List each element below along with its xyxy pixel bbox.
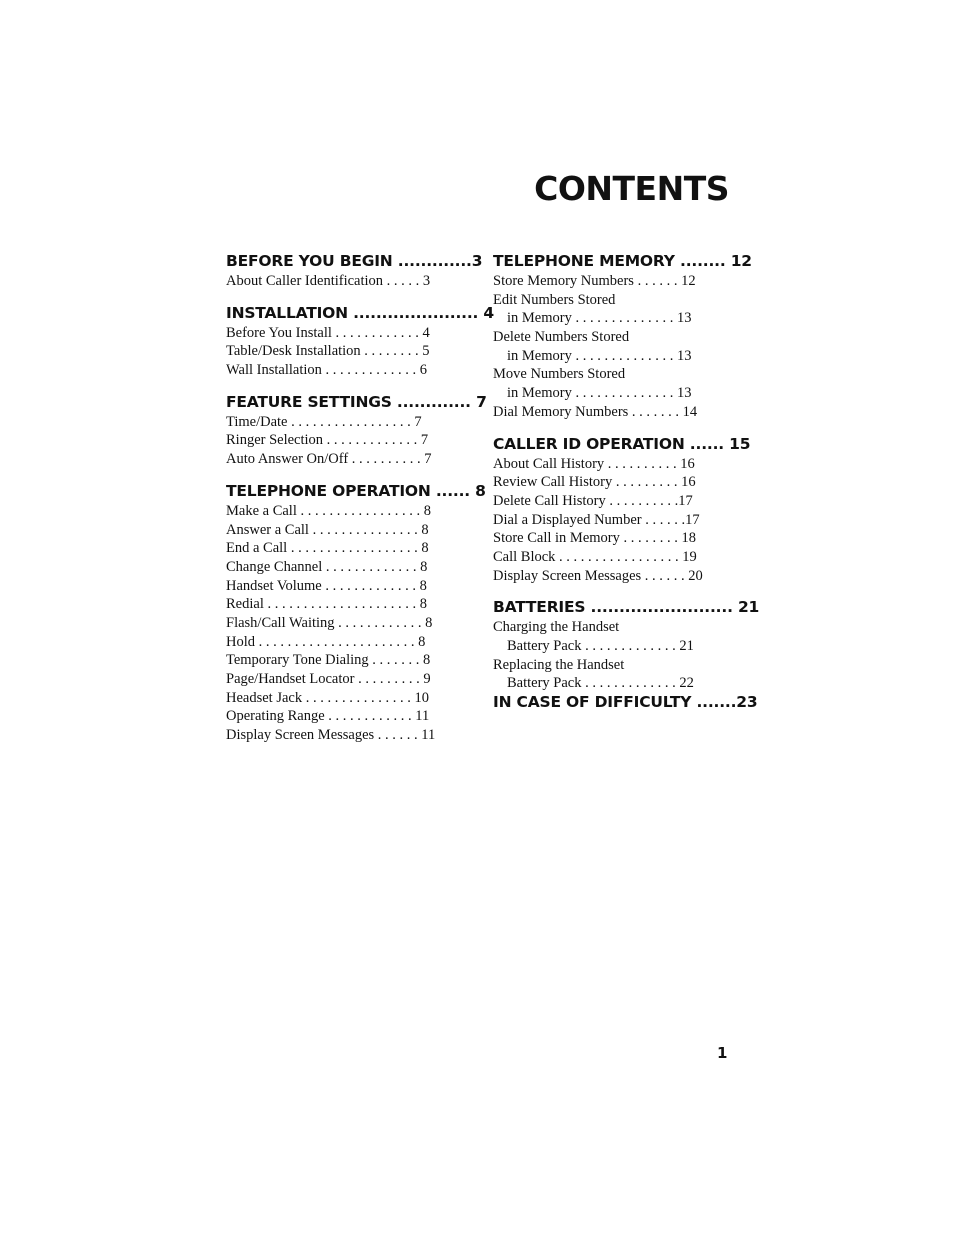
page-number: 1	[717, 1044, 728, 1062]
toc-entry[interactable]: Display Screen Messages . . . . . . 11	[226, 727, 436, 744]
toc-section-heading[interactable]: IN CASE OF DIFFICULTY .......23	[493, 693, 758, 712]
toc-entry[interactable]: Review Call History . . . . . . . . . 16	[493, 474, 696, 491]
toc-entry[interactable]: Operating Range . . . . . . . . . . . . 11	[226, 708, 430, 725]
toc-entry[interactable]: Temporary Tone Dialing . . . . . . . 8	[226, 652, 431, 669]
toc-entry-continuation[interactable]: Battery Pack . . . . . . . . . . . . . 22	[507, 675, 694, 692]
toc-entry[interactable]: Page/Handset Locator . . . . . . . . . 9	[226, 671, 431, 687]
toc-section	[226, 392, 487, 469]
toc-entry[interactable]: Delete Numbers Stored	[493, 329, 630, 346]
toc-entry-continuation[interactable]: Battery Pack . . . . . . . . . . . . . 21	[507, 638, 694, 654]
toc-entry[interactable]: Display Screen Messages . . . . . . 20	[493, 567, 703, 584]
toc-entries	[493, 455, 731, 586]
toc-section-heading[interactable]: TELEPHONE MEMORY ........ 12	[493, 252, 752, 270]
toc-section	[493, 693, 758, 712]
toc-entries	[226, 324, 464, 380]
toc-entry[interactable]: Headset Jack . . . . . . . . . . . . . . . 10	[226, 689, 429, 706]
toc-column-left	[226, 252, 495, 745]
toc-entry[interactable]: Answer a Call . . . . . . . . . . . . . . . 8	[226, 521, 429, 538]
toc-entry[interactable]: Call Block . . . . . . . . . . . . . . . . . 19	[493, 548, 697, 565]
toc-entry[interactable]: Wall Installation . . . . . . . . . . . . . 6	[226, 362, 428, 379]
toc-entry[interactable]: Hold . . . . . . . . . . . . . . . . . . . . . . 8	[226, 633, 426, 650]
toc-entry[interactable]: Time/Date . . . . . . . . . . . . . . . . . 7	[226, 413, 422, 430]
toc-entry[interactable]: Charging the Handset	[493, 619, 620, 636]
toc-entry[interactable]: Delete Call History . . . . . . . . . .17	[493, 492, 693, 509]
toc-entry[interactable]: Store Memory Numbers . . . . . . 12	[493, 273, 696, 289]
toc-section-heading[interactable]: TELEPHONE OPERATION ...... 8	[226, 481, 486, 500]
toc-section	[226, 303, 495, 380]
toc-section-heading[interactable]: BATTERIES ......................... 21	[493, 598, 760, 617]
toc-entry[interactable]: Move Numbers Stored	[493, 366, 626, 383]
toc-entry[interactable]: Auto Answer On/Off . . . . . . . . . . 7	[226, 451, 432, 468]
toc-entry[interactable]: Edit Numbers Stored	[493, 291, 616, 308]
toc-entry[interactable]: Change Channel . . . . . . . . . . . . . 8	[226, 558, 428, 575]
page-title: CONTENTS	[534, 169, 729, 208]
toc-entry[interactable]: Table/Desk Installation . . . . . . . . 5	[226, 343, 430, 360]
toc-entry[interactable]: End a Call . . . . . . . . . . . . . . . . . . 8	[226, 540, 429, 557]
toc-entry-continuation[interactable]: in Memory . . . . . . . . . . . . . . 13	[507, 385, 692, 402]
toc-section	[226, 481, 486, 745]
toc-entry[interactable]: Dial Memory Numbers . . . . . . . 14	[493, 403, 698, 420]
toc-entry[interactable]: Ringer Selection . . . . . . . . . . . . . 7	[226, 432, 429, 449]
toc-entries	[226, 502, 464, 745]
toc-entry[interactable]: Flash/Call Waiting . . . . . . . . . . . . 8	[226, 614, 433, 631]
toc-entry[interactable]: Before You Install . . . . . . . . . . . . 4	[226, 324, 430, 341]
toc-entry[interactable]: Handset Volume . . . . . . . . . . . . . 8	[226, 577, 427, 594]
toc-entry[interactable]: About Caller Identification . . . . . 3	[226, 273, 431, 289]
toc-section-heading[interactable]: INSTALLATION ...................... 4	[226, 303, 495, 322]
toc-section-heading[interactable]: CALLER ID OPERATION ...... 15	[493, 434, 751, 453]
toc-entry[interactable]: Store Call in Memory . . . . . . . . 18	[493, 530, 696, 547]
toc-section-heading[interactable]: BEFORE YOU BEGIN .............3	[226, 252, 483, 270]
toc-entry[interactable]: Redial . . . . . . . . . . . . . . . . . . . . . 8	[226, 596, 427, 613]
toc-column-right	[493, 252, 760, 712]
toc-section	[226, 252, 483, 291]
toc-entry[interactable]: Dial a Displayed Number . . . . . .17	[493, 511, 700, 528]
toc-section-heading[interactable]: FEATURE SETTINGS ............. 7	[226, 392, 487, 411]
toc-entries	[226, 272, 464, 291]
toc-section	[493, 434, 751, 586]
toc-entries	[226, 413, 464, 469]
toc-section	[493, 598, 760, 693]
toc-entry-continuation[interactable]: in Memory . . . . . . . . . . . . . . 13	[507, 310, 692, 327]
toc-section	[493, 252, 752, 422]
toc-entry-continuation[interactable]: in Memory . . . . . . . . . . . . . . 13	[507, 347, 692, 364]
toc-entries	[493, 272, 731, 422]
toc-entry[interactable]: Make a Call . . . . . . . . . . . . . . . . . 8	[226, 502, 431, 519]
toc-entry[interactable]: Replacing the Handset	[493, 656, 625, 673]
toc-entry[interactable]: About Call History . . . . . . . . . . 16	[493, 455, 695, 472]
toc-entries	[493, 618, 731, 693]
